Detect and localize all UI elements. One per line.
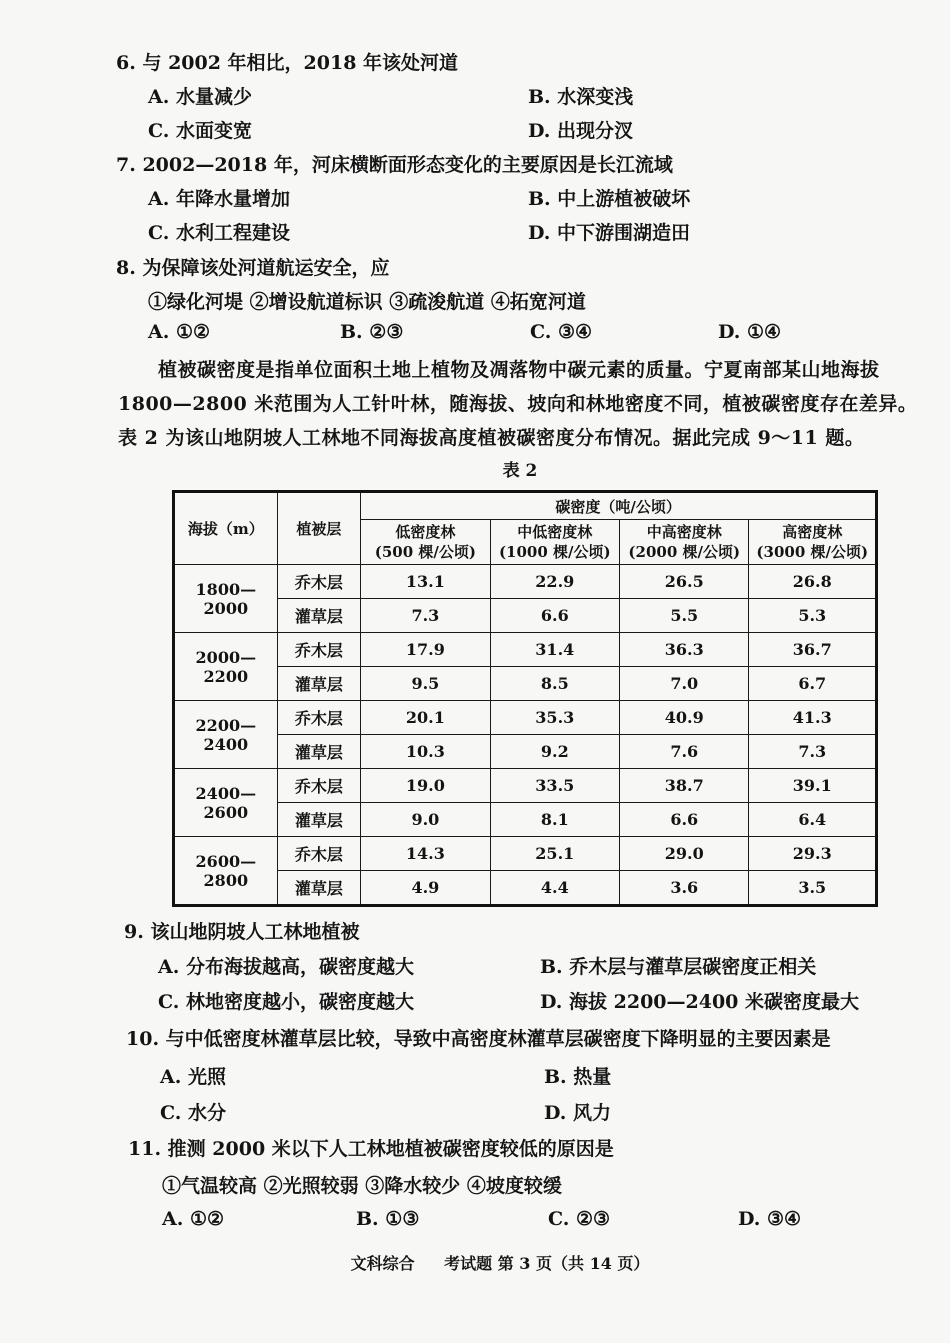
table-row: [174, 769, 877, 803]
table-row: [174, 837, 877, 871]
page-footer: [0, 1251, 950, 1274]
table-cell: 8.1: [490, 803, 619, 837]
table-cell: 17.9: [361, 633, 490, 667]
question-10-stem: 10. 与中低密度林灌草层比较，导致中高密度林灌草层碳密度下降明显的主要因素是: [126, 1028, 831, 1050]
altitude-range: 2400—2600: [174, 769, 278, 837]
table-cell: 14.3: [361, 837, 490, 871]
table-cell: 6.6: [620, 803, 749, 837]
table-cell: 7.0: [620, 667, 749, 701]
table-cell: 9.5: [361, 667, 490, 701]
question-8-option-c: C. ③④: [530, 321, 593, 343]
layer-label: 灌草层: [277, 871, 361, 906]
header-col-1-name: 低密度林: [395, 523, 456, 541]
table-cell: 8.5: [490, 667, 619, 701]
header-col-3: [620, 520, 749, 565]
question-11-option-b: B. ①③: [356, 1208, 420, 1230]
layer-label: 灌草层: [277, 599, 361, 633]
question-8-option-b: B. ②③: [340, 321, 404, 343]
table-cell: 40.9: [620, 701, 749, 735]
question-6-option-a: A. 水量减少: [148, 86, 252, 108]
question-10-option-c: C. 水分: [160, 1102, 227, 1124]
table-cell: 6.7: [749, 667, 877, 701]
question-8-items: ①绿化河堤 ②增设航道标识 ③疏浚航道 ④拓宽河道: [148, 291, 586, 313]
question-10-option-a: A. 光照: [160, 1066, 226, 1088]
question-10-option-d: D. 风力: [544, 1102, 612, 1124]
table-row: [174, 735, 877, 769]
table-cell: 38.7: [620, 769, 749, 803]
footer-subject: 文科综合: [350, 1254, 415, 1273]
table-cell: 6.4: [749, 803, 877, 837]
question-7-option-a: A. 年降水量增加: [148, 188, 290, 210]
layer-label: 灌草层: [277, 667, 361, 701]
table-cell: 5.5: [620, 599, 749, 633]
table-cell: 36.7: [749, 633, 877, 667]
table-row: [174, 565, 877, 599]
table-cell: 10.3: [361, 735, 490, 769]
altitude-range: 1800—2000: [174, 565, 278, 633]
question-7-option-d: D. 中下游围湖造田: [528, 222, 691, 244]
question-6-option-c: C. 水面变宽: [148, 120, 253, 142]
header-col-1-sub: (500 棵/公顷): [374, 543, 476, 561]
question-7-option-b: B. 中上游植被破坏: [528, 188, 691, 210]
table-cell: 9.0: [361, 803, 490, 837]
question-9-option-c: C. 林地密度越小，碳密度越大: [158, 991, 415, 1013]
question-11-items: ①气温较高 ②光照较弱 ③降水较少 ④坡度较缓: [162, 1175, 562, 1197]
header-col-4: [749, 520, 877, 565]
table-row: [174, 633, 877, 667]
table-row: [174, 701, 877, 735]
table-row: [174, 803, 877, 837]
table-row: [174, 599, 877, 633]
table-row: [174, 871, 877, 906]
layer-label: 灌草层: [277, 803, 361, 837]
question-7-option-c: C. 水利工程建设: [148, 222, 291, 244]
question-9-stem: 9. 该山地阴坡人工林地植被: [124, 921, 360, 943]
table-cell: 39.1: [749, 769, 877, 803]
question-8-option-d: D. ①④: [718, 321, 782, 343]
table-cell: 13.1: [361, 565, 490, 599]
table-cell: 6.6: [490, 599, 619, 633]
layer-label: 乔木层: [277, 565, 361, 599]
table-cell: 7.6: [620, 735, 749, 769]
passage-line-3: 表 2 为该山地阴坡人工林地不同海拔高度植被碳密度分布情况。据此完成 9～11 题。: [118, 427, 865, 449]
question-11-option-c: C. ②③: [548, 1208, 611, 1230]
table-cell: 22.9: [490, 565, 619, 599]
question-9-option-d: D. 海拔 2200—2400 米碳密度最大: [540, 991, 860, 1013]
question-11-option-a: A. ①②: [162, 1208, 225, 1230]
table-cell: 5.3: [749, 599, 877, 633]
table-cell: 19.0: [361, 769, 490, 803]
question-11-stem: 11. 推测 2000 米以下人工林地植被碳密度较低的原因是: [128, 1138, 614, 1160]
table-cell: 4.9: [361, 871, 490, 906]
table-cell: 29.3: [749, 837, 877, 871]
question-8-stem: 8. 为保障该处河道航运安全，应: [116, 257, 390, 279]
question-11-option-d: D. ③④: [738, 1208, 802, 1230]
table-cell: 3.6: [620, 871, 749, 906]
table-cell: 3.5: [749, 871, 877, 906]
header-altitude: 海拔（m）: [174, 492, 278, 565]
carbon-density-table: [172, 490, 878, 907]
header-col-1: [361, 520, 490, 565]
table-cell: 20.1: [361, 701, 490, 735]
header-layer: 植被层: [277, 492, 361, 565]
question-9-option-a: A. 分布海拔越高，碳密度越大: [158, 956, 414, 978]
table-row: [174, 667, 877, 701]
table-cell: 7.3: [361, 599, 490, 633]
layer-label: 乔木层: [277, 633, 361, 667]
header-carbon-density: 碳密度（吨/公顷）: [361, 492, 877, 520]
question-8-option-a: A. ①②: [148, 321, 211, 343]
table-cell: 41.3: [749, 701, 877, 735]
altitude-range: 2600—2800: [174, 837, 278, 906]
table-cell: 26.5: [620, 565, 749, 599]
header-col-3-sub: (2000 棵/公顷): [628, 543, 741, 561]
table-caption: 表 2: [502, 461, 538, 481]
layer-label: 乔木层: [277, 837, 361, 871]
table-cell: 26.8: [749, 565, 877, 599]
table-cell: 36.3: [620, 633, 749, 667]
question-6-stem: 6. 与 2002 年相比，2018 年该处河道: [116, 52, 459, 74]
header-col-4-sub: (3000 棵/公顷): [756, 543, 869, 561]
header-col-2-sub: (1000 棵/公顷): [498, 543, 611, 561]
passage-line-1: 植被碳密度是指单位面积土地上植物及凋落物中碳元素的质量。宁夏南部某山地海拔: [158, 359, 880, 381]
layer-label: 乔木层: [277, 701, 361, 735]
question-6-option-b: B. 水深变浅: [528, 86, 634, 108]
header-col-2: [490, 520, 619, 565]
table-cell: 29.0: [620, 837, 749, 871]
table-cell: 7.3: [749, 735, 877, 769]
question-7-stem: 7. 2002—2018 年，河床横断面形态变化的主要原因是长江流域: [116, 154, 673, 176]
question-6-option-d: D. 出现分汊: [528, 120, 634, 142]
passage-line-2: 1800—2800 米范围为人工针叶林，随海拔、坡向和林地密度不同，植被碳密度存在差异。: [118, 393, 918, 415]
header-col-2-name: 中低密度林: [517, 523, 593, 541]
question-9-option-b: B. 乔木层与灌草层碳密度正相关: [540, 956, 817, 978]
question-10-option-b: B. 热量: [544, 1066, 612, 1088]
table-cell: 25.1: [490, 837, 619, 871]
table-cell: 31.4: [490, 633, 619, 667]
table-cell: 33.5: [490, 769, 619, 803]
layer-label: 灌草层: [277, 735, 361, 769]
header-col-4-name: 高密度林: [782, 523, 843, 541]
table-cell: 9.2: [490, 735, 619, 769]
table-cell: 35.3: [490, 701, 619, 735]
altitude-range: 2200—2400: [174, 701, 278, 769]
table-cell: 4.4: [490, 871, 619, 906]
layer-label: 乔木层: [277, 769, 361, 803]
footer-page-number: 考试题 第 3 页（共 14 页）: [444, 1254, 650, 1273]
altitude-range: 2000—2200: [174, 633, 278, 701]
header-col-3-name: 中高密度林: [646, 523, 722, 541]
